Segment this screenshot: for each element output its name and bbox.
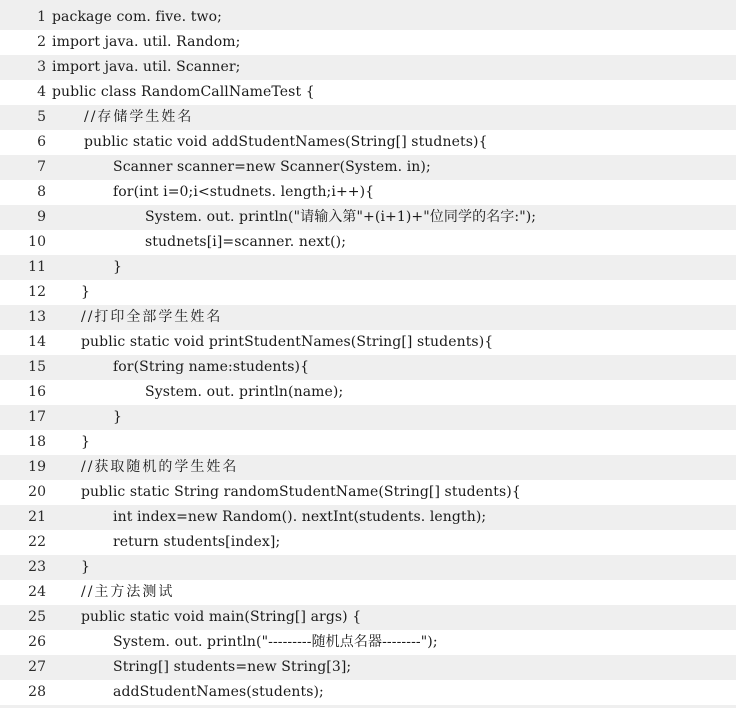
code-line xyxy=(0,430,736,455)
line-number: 3 xyxy=(37,59,46,75)
code-line xyxy=(0,480,736,505)
code-comment: //存储学生姓名 xyxy=(84,109,194,125)
line-number: 20 xyxy=(28,484,46,500)
code-line xyxy=(0,580,736,605)
code-text: for(String name:students){ xyxy=(113,359,310,375)
line-number: 28 xyxy=(28,684,46,700)
line-number: 12 xyxy=(28,284,46,300)
code-line xyxy=(0,630,736,655)
line-number: 15 xyxy=(28,359,46,375)
code-line xyxy=(0,680,736,705)
line-number: 19 xyxy=(28,459,46,475)
code-text: } xyxy=(81,559,91,575)
code-line xyxy=(0,655,736,680)
code-line xyxy=(0,555,736,580)
line-number: 25 xyxy=(28,609,46,625)
line-number: 26 xyxy=(28,634,46,650)
code-text: public static void main(String[] args) { xyxy=(81,609,362,625)
line-number: 1 xyxy=(37,9,46,25)
code-text: for(int i=0;i<studnets. length;i++){ xyxy=(113,184,375,200)
code-comment: //主方法测试 xyxy=(81,584,175,600)
line-number: 18 xyxy=(28,434,46,450)
code-text: } xyxy=(81,284,91,300)
line-number: 22 xyxy=(28,534,46,550)
code-text: System. out. println("---------随机点名器--------"); xyxy=(113,634,438,650)
code-text: public static String randomStudentName(String[] students){ xyxy=(81,484,521,500)
code-line xyxy=(0,55,736,80)
code-line xyxy=(0,155,736,180)
code-text: System. out. println("请输入第"+(i+1)+"位同学的名字:"); xyxy=(145,209,537,225)
line-number: 4 xyxy=(37,84,46,100)
line-number: 27 xyxy=(28,659,46,675)
line-number: 2 xyxy=(37,34,46,50)
code-text: String[] students=new String[3]; xyxy=(113,659,352,675)
code-text: package com. five. two; xyxy=(52,9,222,25)
code-text: import java. util. Random; xyxy=(52,34,241,50)
line-number: 16 xyxy=(28,384,46,400)
code-line xyxy=(0,5,736,30)
code-text: } xyxy=(113,409,123,425)
line-number: 7 xyxy=(37,159,46,175)
code-text: Scanner scanner=new Scanner(System. in); xyxy=(113,159,431,175)
code-line xyxy=(0,130,736,155)
code-line xyxy=(0,105,736,130)
code-line xyxy=(0,605,736,630)
code-line xyxy=(0,355,736,380)
code-line xyxy=(0,455,736,480)
code-line xyxy=(0,30,736,55)
code-line xyxy=(0,205,736,230)
code-line xyxy=(0,405,736,430)
code-line xyxy=(0,80,736,105)
code-text: System. out. println(name); xyxy=(145,384,344,400)
line-number: 14 xyxy=(28,334,46,350)
line-number: 9 xyxy=(37,209,46,225)
code-text: import java. util. Scanner; xyxy=(52,59,241,75)
code-comment: //获取随机的学生姓名 xyxy=(81,459,239,475)
code-line xyxy=(0,230,736,255)
code-line xyxy=(0,255,736,280)
line-number: 13 xyxy=(28,309,46,325)
line-number: 5 xyxy=(37,109,46,125)
code-text: int index=new Random(). nextInt(students. length); xyxy=(113,509,487,525)
code-text: public static void printStudentNames(String[] students){ xyxy=(81,334,494,350)
code-line xyxy=(0,380,736,405)
code-text: addStudentNames(students); xyxy=(113,684,324,700)
code-line xyxy=(0,305,736,330)
code-text: } xyxy=(113,259,123,275)
code-text: return students[index]; xyxy=(113,534,281,550)
code-comment: //打印全部学生姓名 xyxy=(81,309,223,325)
line-number: 10 xyxy=(28,234,46,250)
line-number: 8 xyxy=(37,184,46,200)
line-number: 17 xyxy=(28,409,46,425)
code-text: public static void addStudentNames(String[] studnets){ xyxy=(84,134,488,150)
code-line xyxy=(0,505,736,530)
line-number: 24 xyxy=(28,584,46,600)
code-line xyxy=(0,330,736,355)
code-line xyxy=(0,530,736,555)
code-text: studnets[i]=scanner. next(); xyxy=(145,234,347,250)
code-line xyxy=(0,180,736,205)
line-number: 23 xyxy=(28,559,46,575)
code-text: } xyxy=(81,434,91,450)
code-text: public class RandomCallNameTest { xyxy=(52,84,315,100)
line-number: 6 xyxy=(37,134,46,150)
line-number: 21 xyxy=(28,509,46,525)
line-number: 11 xyxy=(28,259,46,275)
code-line xyxy=(0,280,736,305)
